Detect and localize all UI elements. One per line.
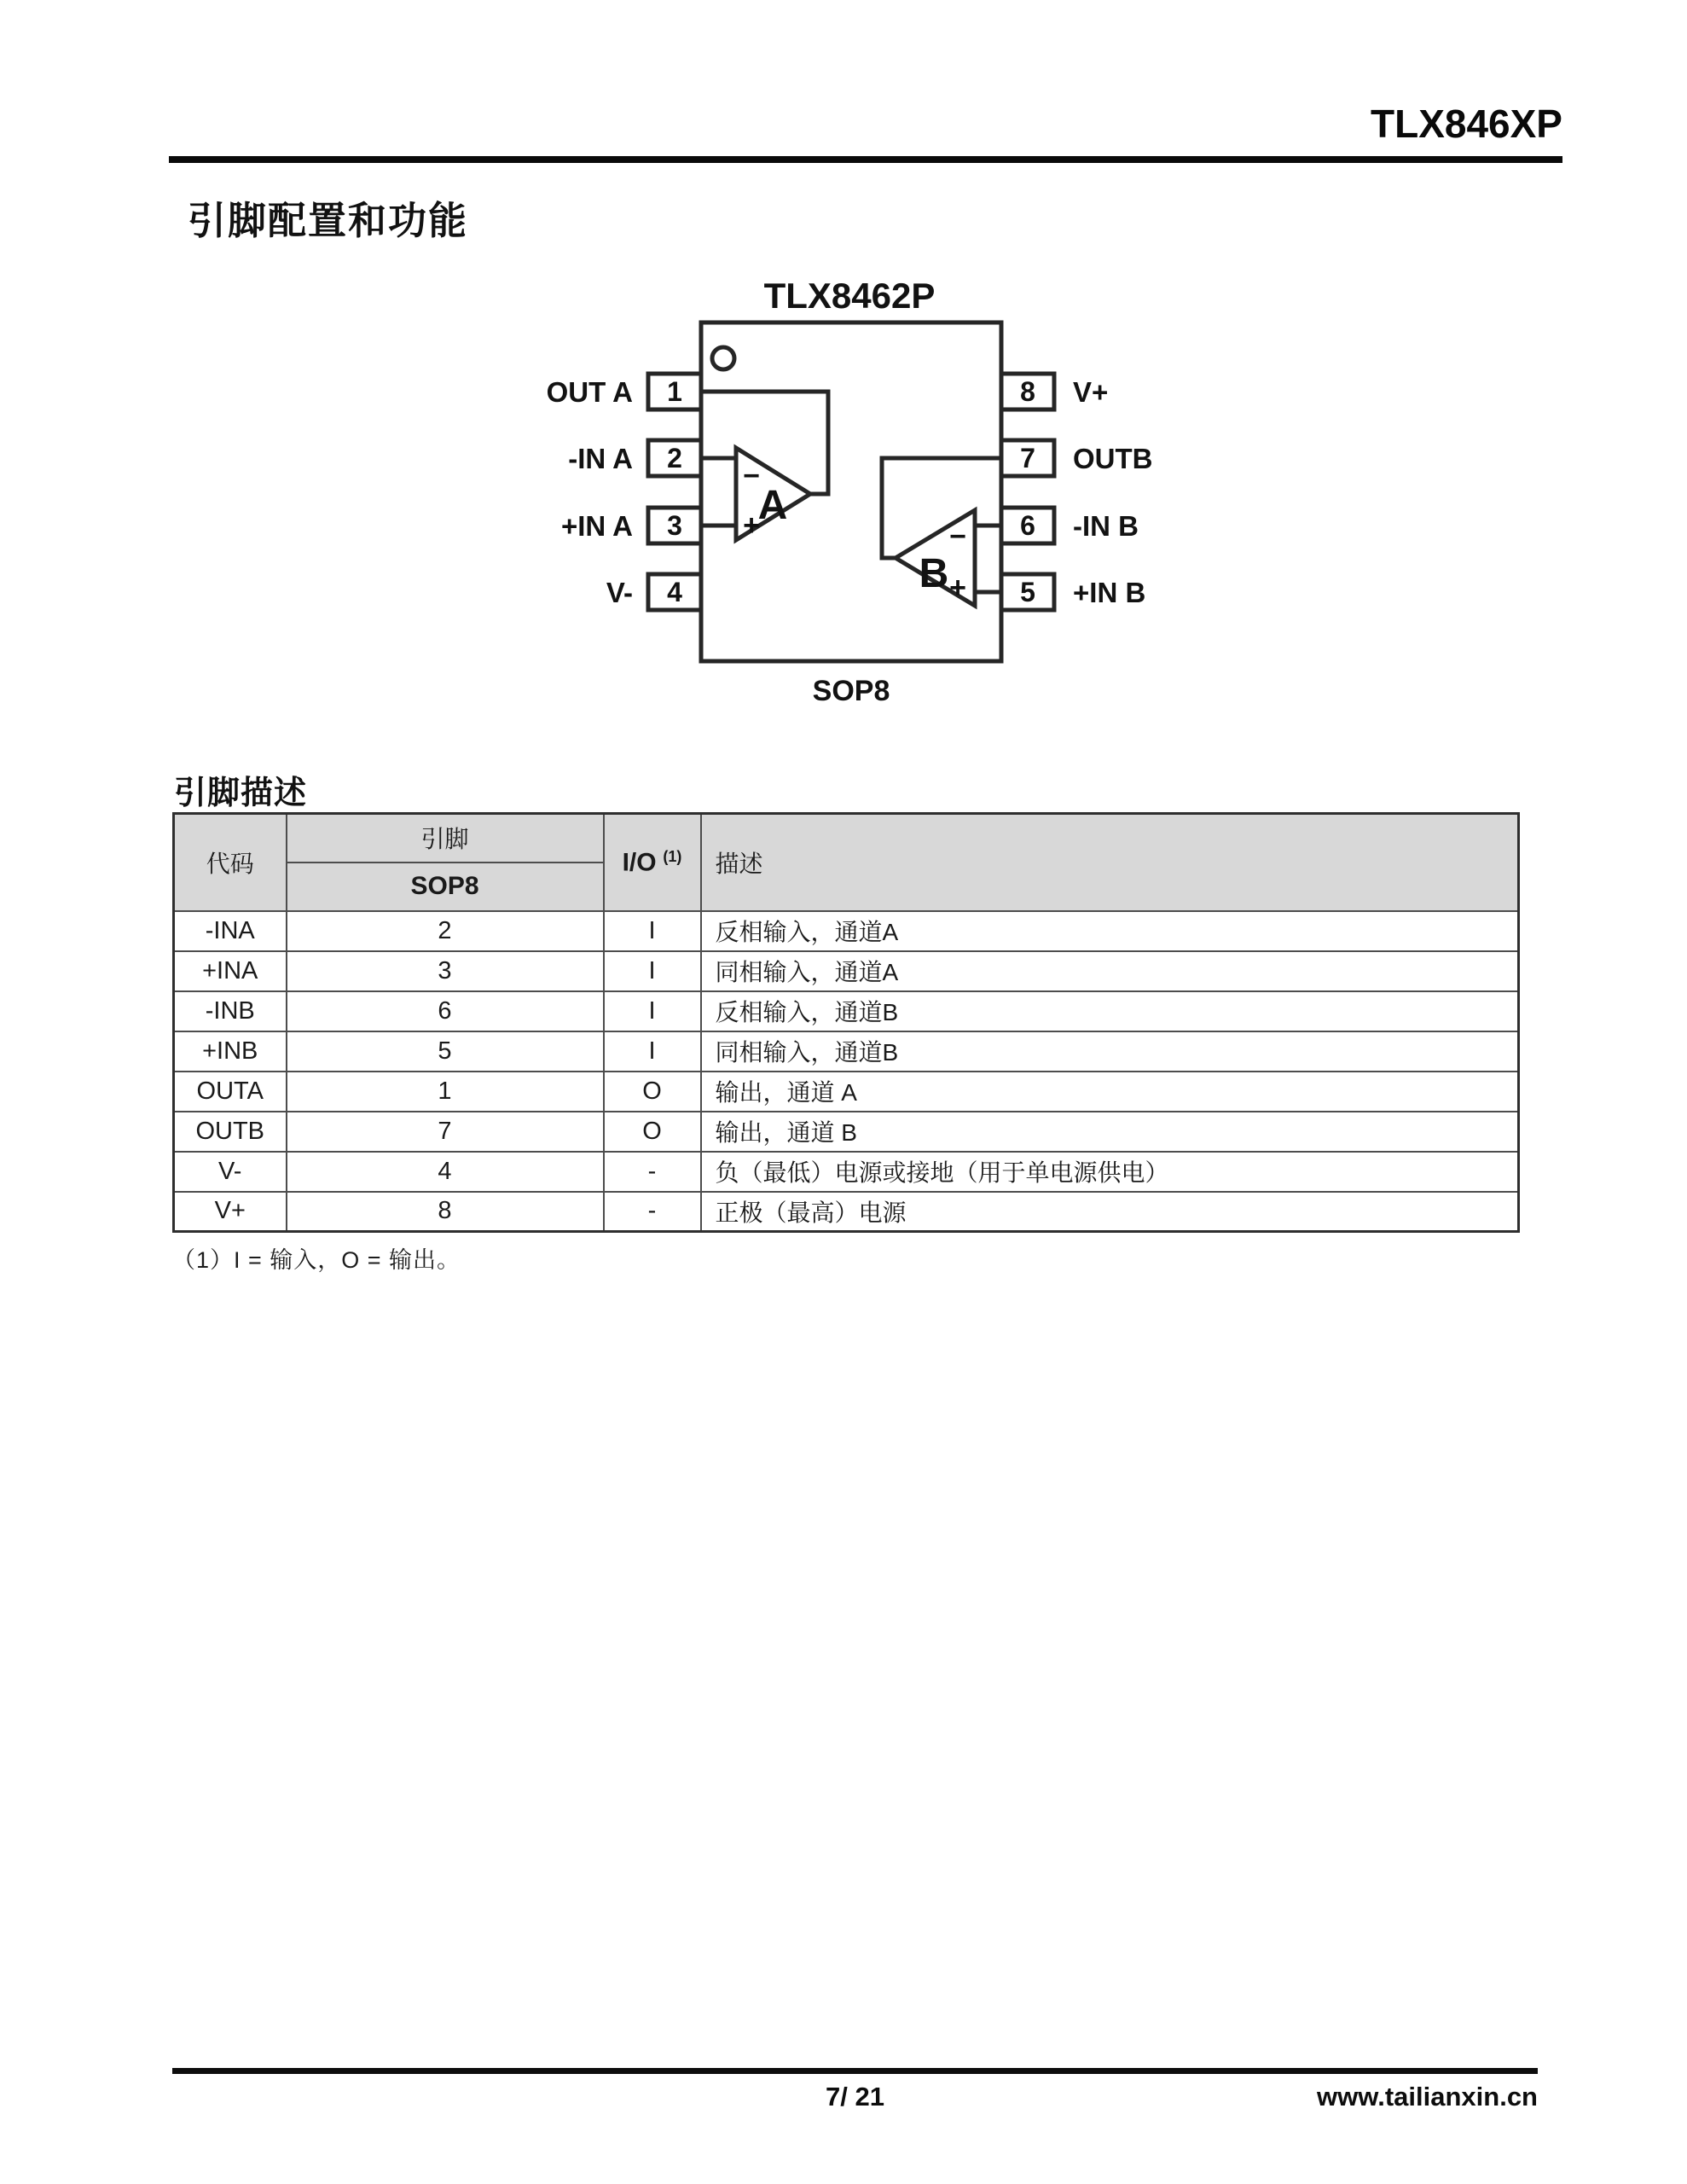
opamp-a-plus: + bbox=[743, 509, 760, 542]
cell-pin: 1 bbox=[287, 1072, 604, 1112]
cell-desc: 输出，通道 A bbox=[701, 1072, 1519, 1112]
cell-io: I bbox=[604, 1031, 701, 1072]
column-header-package: SOP8 bbox=[287, 863, 604, 911]
opamp-b-plus: + bbox=[949, 572, 966, 604]
cell-desc: 同相输入，通道B bbox=[701, 1031, 1519, 1072]
cell-pin: 3 bbox=[287, 951, 604, 991]
cell-io: O bbox=[604, 1112, 701, 1152]
pin-number-5: 5 bbox=[1020, 577, 1035, 607]
column-header-pin-group: 引脚 bbox=[287, 814, 604, 863]
header-rule bbox=[169, 156, 1562, 163]
cell-pin: 7 bbox=[287, 1112, 604, 1152]
cell-io: I bbox=[604, 951, 701, 991]
cell-desc: 负（最低）电源或接地（用于单电源供电） bbox=[701, 1152, 1519, 1192]
pin-label-out-a: OUT A bbox=[546, 376, 633, 408]
cell-desc: 反相输入，通道B bbox=[701, 991, 1519, 1031]
cell-code: V- bbox=[174, 1152, 287, 1192]
table-footnote: （1）I = 输入，O = 输出。 bbox=[172, 1247, 461, 1273]
io-label: I/O bbox=[622, 847, 657, 876]
pin-number-7: 7 bbox=[1020, 443, 1035, 473]
pin-number-3: 3 bbox=[667, 510, 682, 541]
cell-desc: 反相输入，通道A bbox=[701, 911, 1519, 951]
pin-label-v-plus: V+ bbox=[1073, 376, 1109, 408]
table-row bbox=[174, 951, 1519, 991]
page-footer bbox=[172, 2068, 1538, 2119]
column-header-code: 代码 bbox=[174, 814, 287, 911]
cell-io: - bbox=[604, 1152, 701, 1192]
footer-rule bbox=[172, 2068, 1538, 2074]
pin-table-header bbox=[174, 814, 1519, 911]
pin-table-title: 引脚描述 bbox=[174, 775, 308, 811]
opamp-b-minus: − bbox=[949, 520, 966, 553]
pin-number-2: 2 bbox=[667, 443, 682, 473]
table-row bbox=[174, 1072, 1519, 1112]
cell-code: OUTB bbox=[174, 1112, 287, 1152]
cell-io: I bbox=[604, 911, 701, 951]
table-row bbox=[174, 1192, 1519, 1232]
cell-code: -INA bbox=[174, 911, 287, 951]
table-row bbox=[174, 991, 1519, 1031]
page-number: 7/ 21 bbox=[826, 2082, 884, 2111]
cell-io: O bbox=[604, 1072, 701, 1112]
cell-code: OUTA bbox=[174, 1072, 287, 1112]
column-header-desc: 描述 bbox=[701, 814, 1519, 911]
pin-label-outb: OUTB bbox=[1073, 443, 1153, 474]
cell-desc: 同相输入，通道A bbox=[701, 951, 1519, 991]
pin-label-v-minus: V- bbox=[606, 577, 633, 608]
table-row bbox=[174, 1112, 1519, 1152]
pinout-diagram bbox=[478, 256, 1194, 717]
pin-number-6: 6 bbox=[1020, 510, 1035, 541]
opamp-a-letter: A bbox=[757, 483, 788, 528]
pin1-indicator-icon bbox=[712, 347, 734, 369]
table-row bbox=[174, 911, 1519, 951]
cell-io: I bbox=[604, 991, 701, 1031]
chip-title: TLX8462P bbox=[763, 276, 936, 316]
cell-pin: 2 bbox=[287, 911, 604, 951]
cell-io: - bbox=[604, 1192, 701, 1232]
opamp-b-letter: B bbox=[919, 551, 949, 596]
cell-code: +INA bbox=[174, 951, 287, 991]
pin-description-table bbox=[172, 812, 1520, 1233]
page-title: 引脚配置和功能 bbox=[188, 200, 469, 242]
io-footnote-marker: (1) bbox=[663, 847, 682, 865]
pin-label-plus-in-a: +IN A bbox=[560, 510, 633, 542]
cell-pin: 5 bbox=[287, 1031, 604, 1072]
package-label: SOP8 bbox=[812, 675, 890, 707]
table-row bbox=[174, 1031, 1519, 1072]
cell-desc: 正极（最高）电源 bbox=[701, 1192, 1519, 1232]
cell-pin: 4 bbox=[287, 1152, 604, 1192]
cell-pin: 8 bbox=[287, 1192, 604, 1232]
cell-pin: 6 bbox=[287, 991, 604, 1031]
cell-code: V+ bbox=[174, 1192, 287, 1232]
pin-number-1: 1 bbox=[667, 376, 682, 407]
pin-label-minus-in-a: -IN A bbox=[568, 443, 633, 474]
cell-code: +INB bbox=[174, 1031, 287, 1072]
document-title: TLX846XP bbox=[1371, 102, 1562, 146]
cell-code: -INB bbox=[174, 991, 287, 1031]
pin-number-8: 8 bbox=[1020, 376, 1035, 407]
table-row bbox=[174, 1152, 1519, 1192]
pin-label-plus-in-b: +IN B bbox=[1073, 577, 1146, 608]
website-url: www.tailianxin.cn bbox=[1317, 2082, 1538, 2111]
opamp-a-minus: − bbox=[743, 460, 760, 492]
cell-desc: 输出，通道 B bbox=[701, 1112, 1519, 1152]
pin-label-minus-in-b: -IN B bbox=[1073, 510, 1139, 542]
column-header-io bbox=[604, 814, 701, 911]
pin-number-4: 4 bbox=[667, 577, 682, 607]
